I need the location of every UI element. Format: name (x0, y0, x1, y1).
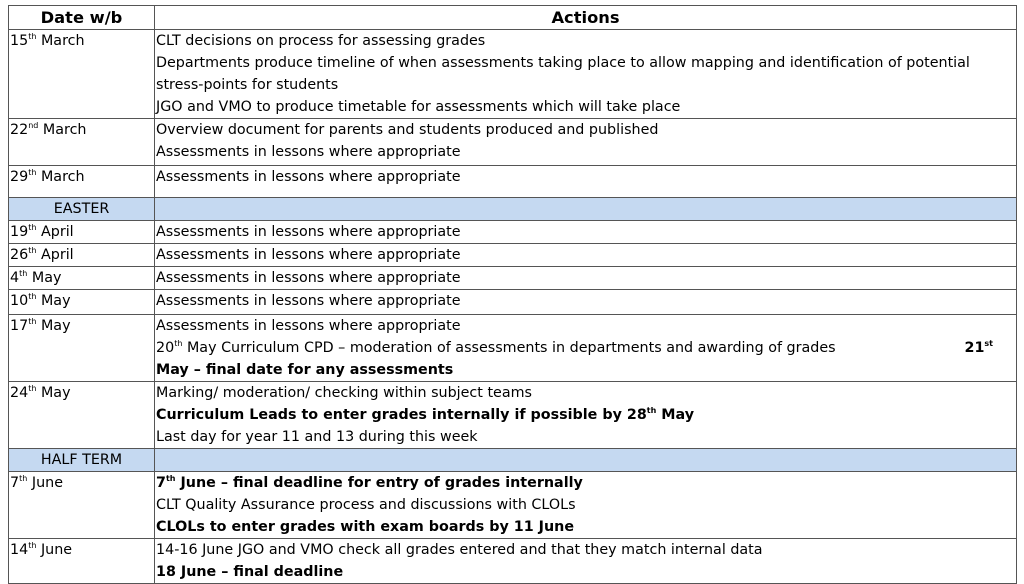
action-line: Assessments in lessons where appropriate (156, 169, 461, 185)
action-line: Assessments in lessons where appropriate (156, 144, 461, 160)
action-line: Last day for year 11 and 13 during this week (156, 429, 478, 445)
date-cell: 26th April (9, 244, 155, 267)
table-row (9, 290, 1017, 315)
actions-cell (155, 119, 1017, 166)
actions-cell (155, 221, 1017, 244)
date-cell: 19th April (9, 221, 155, 244)
table-row (9, 221, 1017, 244)
date-cell: 10th May (9, 290, 155, 315)
table-row (9, 30, 1017, 119)
action-line: Assessments in lessons where appropriate (156, 318, 461, 334)
action-line: CLT decisions on process for assessing grades (156, 33, 486, 49)
action-line: Overview document for parents and students produced and published (156, 122, 659, 138)
action-line: 14-16 June JGO and VMO check all grades entered and that they match internal data (156, 542, 763, 558)
action-line: Assessments in lessons where appropriate (156, 224, 461, 240)
holiday-row (9, 198, 1017, 221)
holiday-row (9, 449, 1017, 472)
date-cell: 15th March (9, 30, 155, 119)
holiday-label: EASTER (9, 198, 155, 221)
action-line: CLOLs to enter grades with exam boards by 11 June (156, 519, 575, 535)
date-cell: 14th June (9, 539, 155, 584)
actions-cell (155, 472, 1017, 539)
table-row (9, 244, 1017, 267)
table-row (9, 472, 1017, 539)
date-cell: 29th March (9, 166, 155, 198)
table-row (9, 119, 1017, 166)
table-row (9, 267, 1017, 290)
table-row (9, 315, 1017, 382)
actions-cell (155, 539, 1017, 584)
actions-cell (155, 315, 1017, 382)
date-cell: 22nd March (9, 119, 155, 166)
action-line: May – final date for any assessments (156, 362, 454, 378)
actions-cell (155, 290, 1017, 315)
action-line: Marking/ moderation/ checking within subject teams (156, 385, 532, 401)
actions-cell (155, 382, 1017, 449)
table-row (9, 166, 1017, 198)
date-cell: 17th May (9, 315, 155, 382)
holiday-actions-cell (155, 198, 1017, 221)
date-column-header: Date w/b (9, 6, 155, 30)
action-line: Assessments in lessons where appropriate (156, 270, 461, 286)
actions-column-header: Actions (155, 6, 1017, 30)
action-line: Assessments in lessons where appropriate (156, 293, 461, 309)
action-line: 18 June – final deadline (156, 564, 344, 580)
action-line: Assessments in lessons where appropriate (156, 247, 461, 263)
action-line: CLT Quality Assurance process and discussions with CLOLs (156, 497, 576, 513)
date-cell: 24th May (9, 382, 155, 449)
action-line: 7th June – final deadline for entry of grades internally (156, 474, 583, 491)
action-line: Curriculum Leads to enter grades internally if possible by 28th May (156, 406, 695, 423)
holiday-actions-cell (155, 449, 1017, 472)
actions-cell (155, 267, 1017, 290)
action-line: 21st 20th May Curriculum CPD – moderation of assessments in departments and awarding of grades (156, 337, 1015, 359)
table-row (9, 382, 1017, 449)
actions-cell (155, 30, 1017, 119)
date-cell: 4th May (9, 267, 155, 290)
date-cell: 7th June (9, 472, 155, 539)
action-line: Departments produce timeline of when assessments taking place to allow mapping and identification of potential stress-points for students (156, 55, 970, 93)
table-header-row (9, 6, 1017, 30)
action-line-right: 21st (964, 339, 993, 356)
table-row (9, 539, 1017, 584)
action-line: JGO and VMO to produce timetable for assessments which will take place (156, 99, 681, 115)
actions-cell (155, 244, 1017, 267)
actions-cell (155, 166, 1017, 198)
holiday-label: HALF TERM (9, 449, 155, 472)
assessment-schedule-table (8, 5, 1017, 584)
